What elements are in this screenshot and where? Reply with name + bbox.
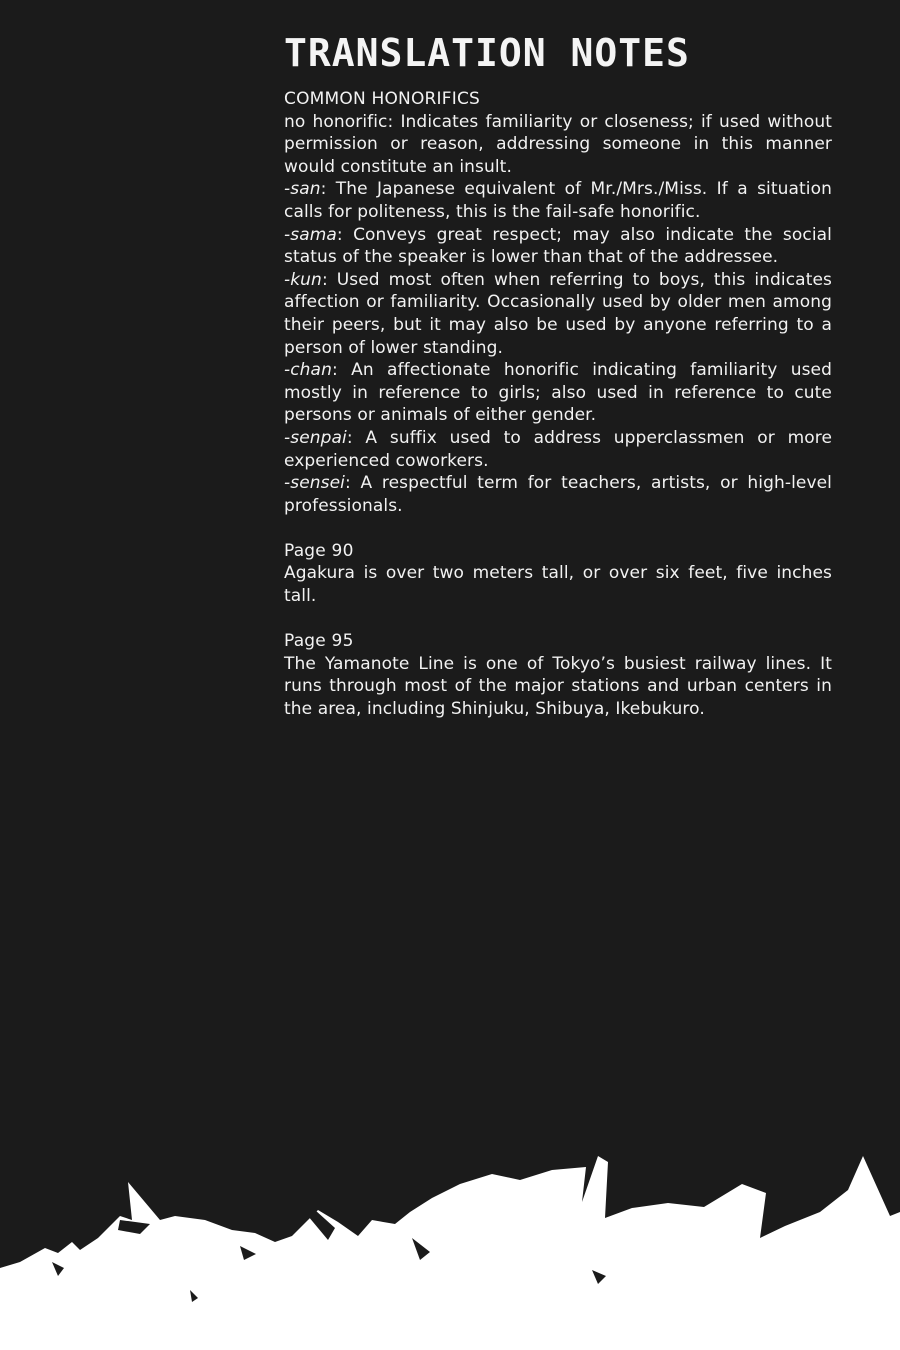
honorific-definition: : Used most often when referring to boys, this indicates affection or familiarity. Occasionally used by older men among their peers, but it may also be used by anyone referring to a person of lower standing. — [284, 269, 832, 358]
honorific-definition: : A respectful term for teachers, artists, or high-level professionals. — [284, 473, 832, 516]
honorific-term: -senpai — [284, 427, 347, 448]
honorific-term: -sensei — [284, 473, 345, 494]
honorific-entry-sensei — [284, 472, 832, 517]
honorific-definition: : Conveys great respect; may also indicate the social status of the speaker is lower than that of the addressee. — [284, 224, 832, 268]
honorific-term: -san — [284, 179, 321, 200]
honorific-definition: : A suffix used to address upperclassmen or more experienced coworkers. — [284, 427, 832, 471]
notes-content — [284, 30, 832, 721]
honorific-entry-kun — [284, 269, 832, 359]
note-text: The Yamanote Line is one of Tokyo’s busiest railway lines. It runs through most of the major stations and urban centers in the area, including Shinjuku, Shibuya, Ikebukuro. — [284, 653, 832, 720]
honorific-definition: : An affectionate honorific indicating familiarity used mostly in reference to girls; also used in reference to cute persons or animals of either gender. — [284, 360, 832, 426]
honorific-intro: no honorific: Indicates familiarity or closeness; if used without permission or reason, addressing someone in this manner would constitute an insult. — [284, 111, 832, 177]
honorific-entry-san — [284, 178, 832, 223]
honorific-definition: : The Japanese equivalent of Mr./Mrs./Miss. If a situation calls for politeness, this is the fail-safe honorific. — [284, 179, 832, 222]
honorific-entry-chan — [284, 359, 832, 427]
note-text: Agakura is over two meters tall, or over six feet, five inches tall. — [284, 563, 832, 607]
honorifics-heading: COMMON HONORIFICS — [284, 89, 481, 109]
note-page-label: Page 95 — [284, 631, 354, 652]
honorific-term: -sama — [284, 224, 337, 245]
jagged-skyline-decoration — [0, 1150, 900, 1350]
spacer — [284, 608, 832, 631]
note-page-label: Page 90 — [284, 540, 354, 561]
honorific-entry-sama — [284, 224, 832, 269]
page-title: TRANSLATION NOTES — [284, 31, 690, 75]
honorific-term: -kun — [284, 269, 322, 290]
honorific-entry-senpai — [284, 427, 832, 472]
honorific-term: -chan — [284, 360, 332, 381]
spacer — [284, 517, 832, 540]
